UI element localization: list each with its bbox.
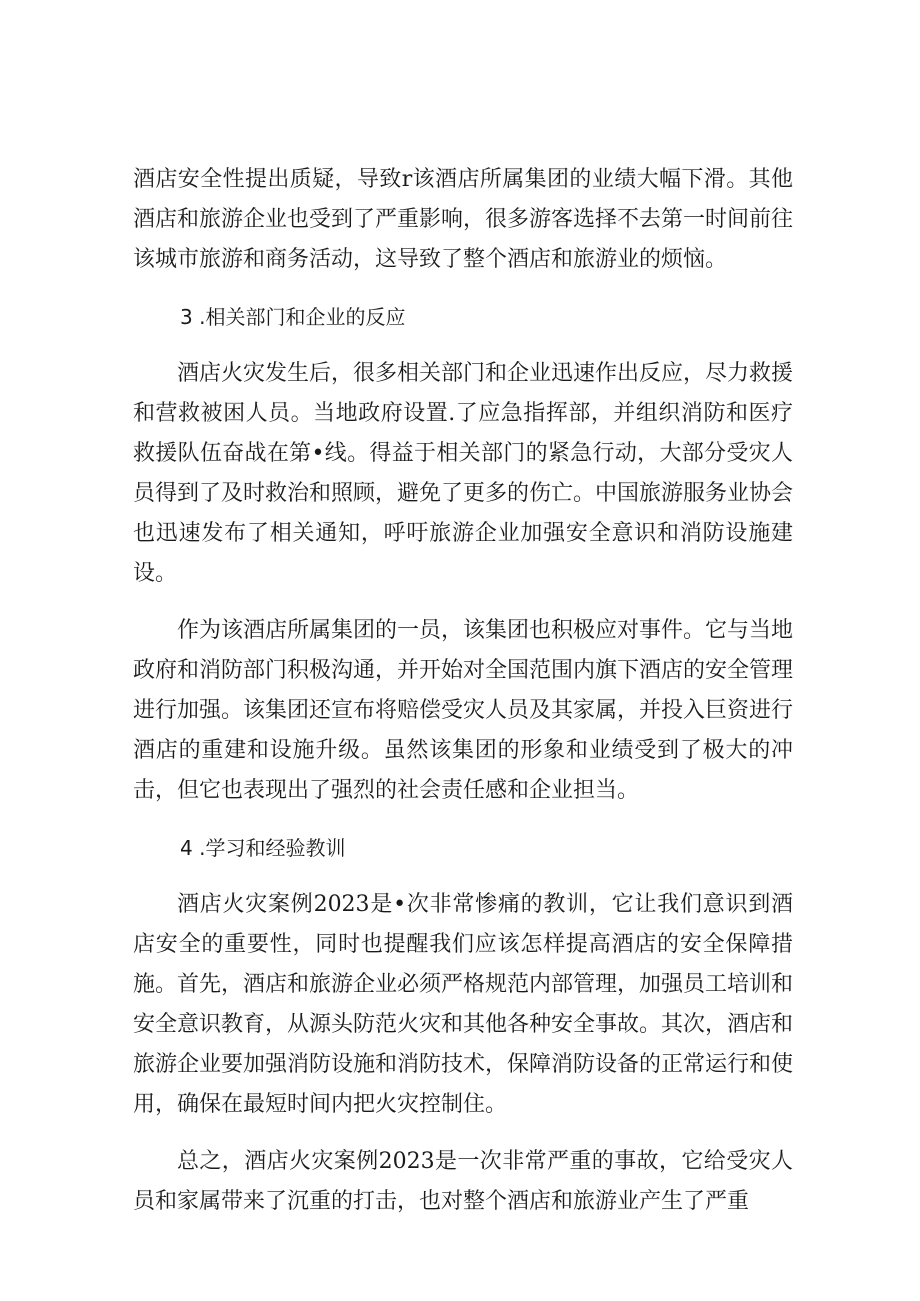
paragraph-continuation: 酒店安全性提出质疑，导致r该酒店所属集团的业绩大幅下滑。其他酒店和旅游企业也受到了严重影响，很多游客选择不去第一时间前往该城市旅游和商务活动，这导致了整个酒店和旅游业的烦恼。 (133, 167, 794, 272)
paragraph-response-2: 作为该酒店所属集团的一员，该集团也积极应对事件。它与当地政府和消防部门积极沟通，并开始对全国范围内旗下酒店的安全管理进行加强。该集团还宣布将赔偿受灾人员及其家属，并投入巨资进行酒店的重建和设施升级。虽然该集团的形象和业绩受到了极大的冲击，但它也表现出了强烈的社会责任感和企业担当。 (133, 618, 794, 803)
paragraph-lessons: 酒店火灾案例2023是•次非常惨痛的教训，它让我们意识到酒店安全的重要性，同时也提醒我们应该怎样提高酒店的安全保障措施。首先，酒店和旅游企业必须严格规范内部管理，加强员工培训和安全意识教育，从源头防范火灾和其他各种安全事故。其次，酒店和旅游企业要加强消防设施和消防技术，保障消防设备的正常运行和使用，确保在最短时间内把火灾控制住。 (133, 892, 794, 1117)
paragraph-response-1: 酒店火灾发生后，很多相关部门和企业迅速作出反应，尽力救援和营救被困人员。当地政府设置.了应急指挥部，并组织消防和医疗救援队伍奋战在第•线。得益于相关部门的紧急行动，大部分受灾人员得到了及时救治和照顾，避免了更多的伤亡。中国旅游服务业协会也迅速发布了相关通知，呼吁旅游企业加强安全意识和消防设施建设。 (133, 361, 794, 586)
section-heading-4: 4 .学习和经验教训 (180, 836, 346, 860)
paragraph-conclusion: 总之，酒店火灾案例2023是一次非常严重的事故，它给受灾人员和家属带来了沉重的打击，也对整个酒店和旅游业产生了严重 (133, 1149, 793, 1214)
section-heading-3: 3 .相关部门和企业的反应 (180, 305, 406, 329)
document-body (133, 160, 793, 1239)
